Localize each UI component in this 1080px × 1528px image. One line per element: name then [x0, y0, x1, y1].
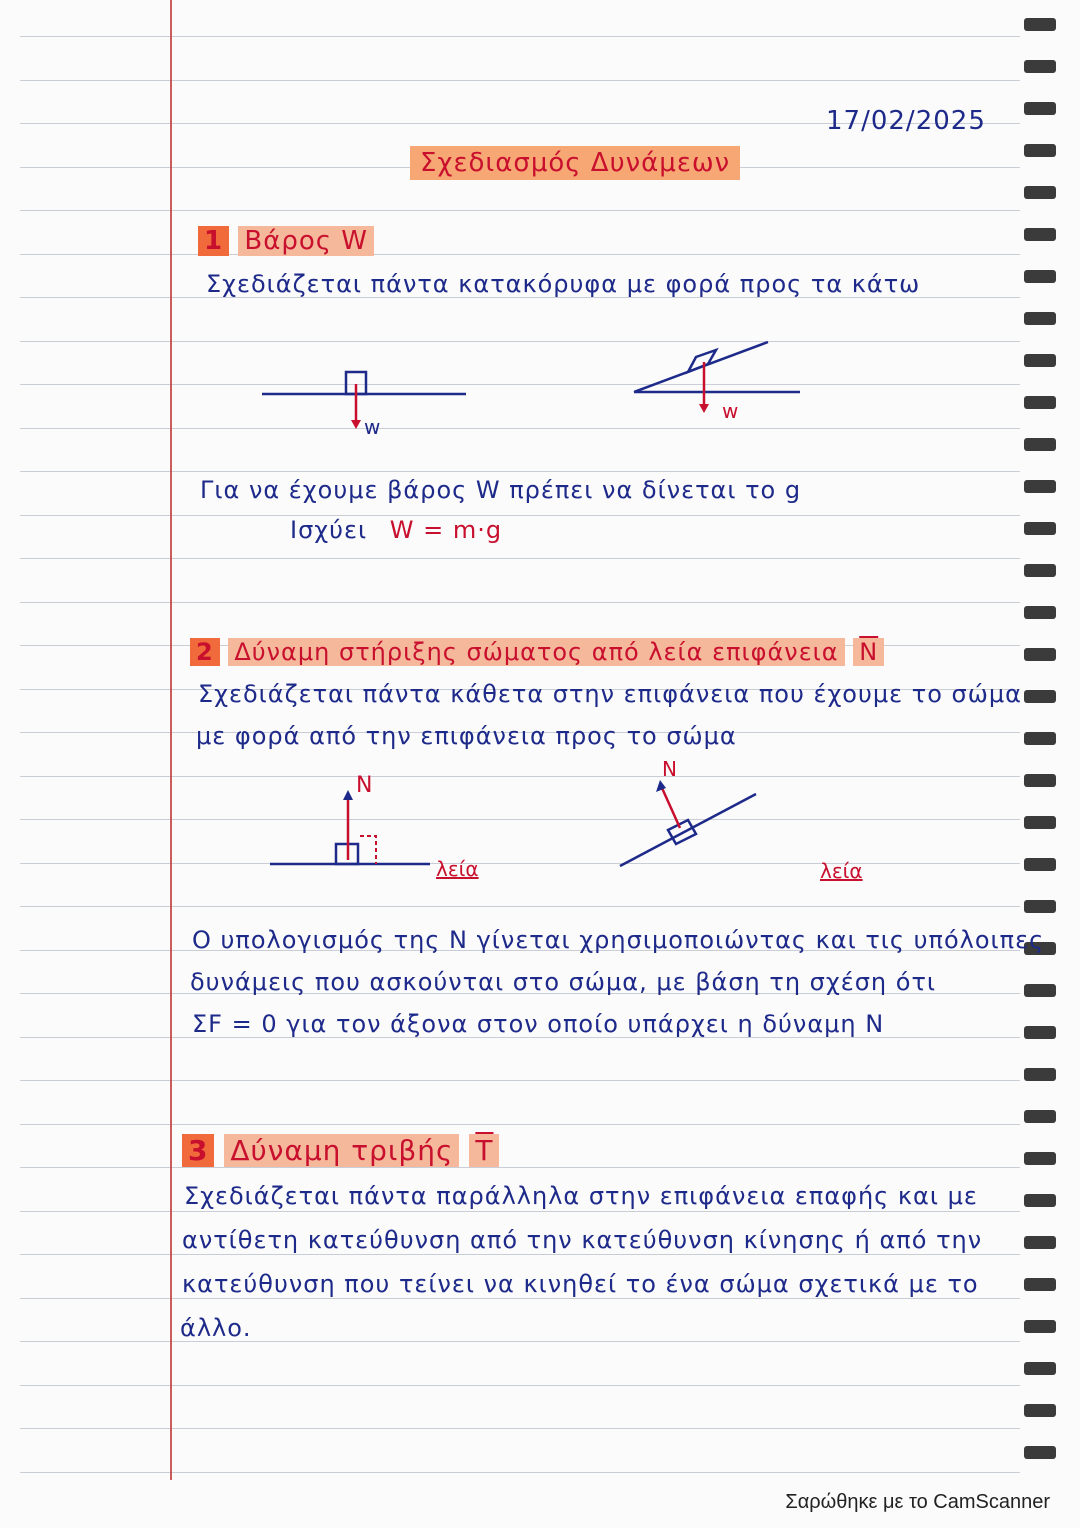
binding-ring — [1024, 480, 1056, 493]
binding-ring — [1024, 270, 1056, 283]
section-2-note: Ο υπολογισμός της N γίνεται χρησιμοποιώντας και τις υπόλοιπες — [192, 926, 1045, 954]
friction-vector-symbol: $\overline{T}$ — [469, 1134, 499, 1167]
margin-line — [170, 0, 172, 1480]
binding-ring — [1024, 522, 1056, 535]
binding-ring — [1024, 1320, 1056, 1333]
binding-ring — [1024, 774, 1056, 787]
binding-ring — [1024, 1194, 1056, 1207]
binding-ring — [1024, 18, 1056, 31]
section-1-note: Για να έχουμε βάρος W πρέπει να δίνεται το g — [200, 476, 802, 504]
smooth-label: λεία — [436, 857, 479, 881]
binding-ring — [1024, 60, 1056, 73]
section-1-line: Σχεδιάζεται πάντα κατακόρυφα με φορά προς τα κάτω — [206, 270, 921, 298]
incline-normal — [620, 760, 863, 883]
binding-ring — [1024, 312, 1056, 325]
section-3-line: Σχεδιάζεται πάντα παράλληλα στην επιφάνεια επαφής και με — [184, 1182, 978, 1210]
normal-vector-symbol: $\overline{N}$ — [853, 638, 884, 666]
flat-surface-weight — [262, 372, 466, 439]
page-title: Σχεδιασμός Δυνάμεων — [410, 146, 740, 180]
normal-force-diagrams — [260, 760, 900, 890]
weight-label: w — [722, 399, 739, 423]
flat-surface-normal — [270, 773, 479, 881]
section-number: 1 — [198, 226, 229, 256]
section-number: 3 — [182, 1134, 214, 1167]
section-number: 2 — [190, 638, 220, 666]
section-2-line: με φορά από την επιφάνεια προς το σώμα — [196, 722, 737, 750]
section-3-line: αντίθετη κατεύθυνση από την κατεύθυνση κίνησης ή από την — [182, 1226, 983, 1254]
binding-ring — [1024, 900, 1056, 913]
smooth-label: λεία — [820, 859, 863, 883]
binding-ring — [1024, 1236, 1056, 1249]
binding-ring — [1024, 1026, 1056, 1039]
binding-ring — [1024, 1362, 1056, 1375]
binding-ring — [1024, 690, 1056, 703]
binding-ring — [1024, 732, 1056, 745]
binding-ring — [1024, 648, 1056, 661]
normal-label: N — [662, 760, 677, 781]
section-2-note: ΣF = 0 για τον άξονα στον οποίο υπάρχει η δύναμη N — [192, 1010, 885, 1038]
spiral-binding — [1018, 10, 1060, 1470]
section-3-heading — [182, 1134, 499, 1167]
scanner-watermark: Σαρώθηκε με το CamScanner — [785, 1491, 1050, 1513]
section-2-note: δυνάμεις που ασκούνται στο σώμα, με βάση τη σχέση ότι — [190, 968, 937, 996]
binding-ring — [1024, 564, 1056, 577]
normal-label: N — [356, 773, 373, 798]
date: 17/02/2025 — [826, 106, 986, 136]
binding-ring — [1024, 354, 1056, 367]
binding-ring — [1024, 1404, 1056, 1417]
binding-ring — [1024, 102, 1056, 115]
binding-ring — [1024, 858, 1056, 871]
binding-ring — [1024, 396, 1056, 409]
section-1-formula-line — [290, 516, 502, 544]
section-2-line: Σχεδιάζεται πάντα κάθετα στην επιφάνεια που έχουμε το σώμα — [198, 680, 1022, 708]
binding-ring — [1024, 1446, 1056, 1459]
section-1-title: Βάρος W — [238, 226, 374, 256]
section-3-title: Δύναμη τριβής — [224, 1134, 459, 1167]
binding-ring — [1024, 186, 1056, 199]
binding-ring — [1024, 816, 1056, 829]
section-2-heading — [190, 638, 884, 666]
binding-ring — [1024, 984, 1056, 997]
section-3-line: άλλο. — [180, 1314, 252, 1342]
formula-prefix: Ισχύει — [290, 516, 368, 544]
binding-ring — [1024, 144, 1056, 157]
binding-ring — [1024, 1152, 1056, 1165]
binding-ring — [1024, 1110, 1056, 1123]
binding-ring — [1024, 1068, 1056, 1081]
formula: W = m·g — [389, 516, 503, 544]
binding-ring — [1024, 606, 1056, 619]
section-1-heading — [198, 226, 374, 256]
weight-label: w — [364, 415, 381, 439]
section-3-line: κατεύθυνση που τείνει να κινηθεί το ένα σώμα σχετικά με το — [182, 1270, 979, 1298]
binding-ring — [1024, 228, 1056, 241]
incline-weight — [634, 342, 800, 423]
weight-diagrams — [250, 330, 830, 440]
section-2-title: Δύναμη στήριξης σώματος από λεία επιφάνεια — [228, 638, 844, 666]
binding-ring — [1024, 1278, 1056, 1291]
binding-ring — [1024, 438, 1056, 451]
